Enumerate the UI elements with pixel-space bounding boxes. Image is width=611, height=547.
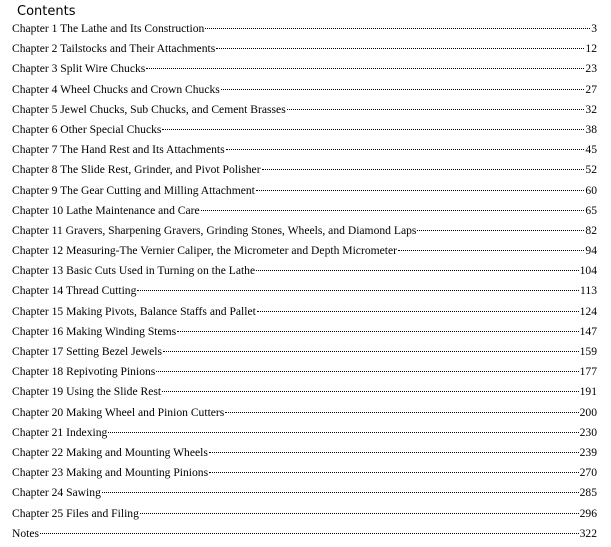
dot-leader	[177, 330, 578, 332]
toc-entry-title: Chapter 2 Tailstocks and Their Attachments	[12, 42, 216, 56]
toc-entry[interactable]	[12, 302, 597, 322]
dot-leader	[417, 229, 584, 231]
toc-entry-page-number: 285	[579, 486, 597, 500]
dot-leader	[262, 168, 585, 170]
toc-entry-title: Chapter 5 Jewel Chucks, Sub Chucks, and Cement Brasses	[12, 102, 286, 116]
toc-entry[interactable]	[12, 382, 597, 402]
toc-entry[interactable]	[12, 80, 597, 100]
toc-entry[interactable]	[12, 483, 597, 503]
dot-leader	[40, 532, 579, 534]
toc-entry-title: Chapter 10 Lathe Maintenance and Care	[12, 203, 200, 217]
toc-entry-page-number: 94	[585, 244, 597, 258]
toc-entry-title: Chapter 7 The Hand Rest and Its Attachments	[12, 143, 225, 157]
toc-entry-title: Chapter 3 Split Wire Chucks	[12, 62, 146, 76]
toc-entry[interactable]	[12, 221, 597, 241]
toc-entry-page-number: 177	[579, 365, 597, 379]
toc-entry[interactable]	[12, 403, 597, 423]
toc-entry-page-number: 239	[579, 445, 597, 459]
toc-entry[interactable]	[12, 463, 597, 483]
toc-entry[interactable]	[12, 140, 597, 160]
dot-leader	[256, 269, 578, 271]
dot-leader	[257, 310, 579, 312]
dot-leader	[256, 189, 585, 191]
toc-entry[interactable]	[12, 261, 597, 281]
toc-entry-title: Chapter 16 Making Winding Stems	[12, 324, 177, 338]
dot-leader	[209, 471, 578, 473]
toc-entry[interactable]	[12, 281, 597, 301]
toc-entry[interactable]	[12, 120, 597, 140]
toc-entry[interactable]	[12, 19, 597, 39]
toc-entry-title: Chapter 11 Gravers, Sharpening Gravers, Grinding Stones, Wheels, and Diamond Laps	[12, 223, 417, 237]
dot-leader	[205, 27, 590, 29]
toc-entry-title: Chapter 19 Using the Slide Rest	[12, 385, 162, 399]
toc-list	[12, 19, 597, 544]
toc-entry-title: Chapter 12 Measuring-The Vernier Caliper, the Micrometer and Depth Micrometer	[12, 244, 398, 258]
toc-entry[interactable]	[12, 100, 597, 120]
toc-entry[interactable]	[12, 362, 597, 382]
dot-leader	[156, 370, 578, 372]
toc-entry-page-number: 230	[579, 425, 597, 439]
toc-entry[interactable]	[12, 181, 597, 201]
toc-entry[interactable]	[12, 59, 597, 79]
dot-leader	[102, 491, 579, 493]
toc-entry-page-number: 52	[585, 163, 597, 177]
dot-leader	[140, 512, 579, 514]
toc-entry-page-number: 200	[579, 405, 597, 419]
toc-entry[interactable]	[12, 160, 597, 180]
dot-leader	[225, 411, 578, 413]
toc-entry-title: Chapter 1 The Lathe and Its Construction	[12, 22, 205, 35]
dot-leader	[398, 249, 584, 251]
dot-leader	[108, 431, 578, 433]
toc-entry-page-number: 191	[579, 385, 597, 399]
toc-entry-page-number: 60	[585, 183, 597, 197]
toc-entry-title: Chapter 6 Other Special Chucks	[12, 122, 162, 136]
dot-leader	[146, 67, 584, 69]
toc-entry-title: Chapter 14 Thread Cutting	[12, 284, 137, 298]
toc-entry[interactable]	[12, 322, 597, 342]
toc-entry-page-number: 12	[585, 42, 597, 56]
toc-entry-page-number: 147	[579, 324, 597, 338]
toc-entry-page-number: 159	[579, 345, 597, 358]
dot-leader	[287, 108, 585, 110]
toc-entry-title: Chapter 8 The Slide Rest, Grinder, and Pivot Polisher	[12, 163, 261, 177]
toc-entry[interactable]	[12, 201, 597, 221]
toc-entry[interactable]	[12, 524, 597, 544]
toc-entry-page-number: 27	[585, 82, 597, 96]
toc-entry-title: Chapter 23 Making and Mounting Pinions	[12, 466, 209, 480]
toc-entry-page-number: 45	[585, 143, 597, 157]
toc-entry-page-number: 82	[585, 223, 597, 237]
toc-entry-title: Chapter 9 The Gear Cutting and Milling Attachment	[12, 183, 255, 197]
toc-entry-title: Chapter 18 Repivoting Pinions	[12, 365, 156, 379]
toc-entry-title: Chapter 24 Sawing	[12, 486, 101, 500]
dot-leader	[216, 47, 584, 49]
toc-entry-page-number: 113	[580, 284, 597, 298]
toc-entry-title: Chapter 4 Wheel Chucks and Crown Chucks	[12, 82, 220, 96]
toc-entry[interactable]	[12, 443, 597, 463]
toc-entry-page-number: 270	[579, 466, 597, 480]
toc-entry-page-number: 124	[579, 304, 597, 318]
toc-entry-page-number: 322	[579, 526, 597, 540]
toc-entry-page-number: 32	[585, 102, 597, 116]
toc-heading: Contents	[17, 4, 76, 19]
dot-leader	[226, 148, 585, 150]
dot-leader	[209, 451, 579, 453]
toc-entry-title: Notes	[12, 526, 40, 540]
toc-entry-page-number: 104	[579, 264, 597, 278]
toc-entry-title: Chapter 22 Making and Mounting Wheels	[12, 445, 208, 459]
toc-entry-page-number: 296	[579, 506, 597, 520]
toc-entry-title: Chapter 17 Setting Bezel Jewels	[12, 345, 163, 358]
toc-entry-page-number: 3	[591, 22, 597, 35]
toc-entry-title: Chapter 13 Basic Cuts Used in Turning on the Lathe	[12, 264, 256, 278]
toc-entry[interactable]	[12, 423, 597, 443]
dot-leader	[137, 289, 579, 291]
toc-entry-title: Chapter 15 Making Pivots, Balance Staffs and Pallet	[12, 304, 256, 318]
dot-leader	[201, 209, 585, 211]
dot-leader	[162, 128, 584, 130]
dot-leader	[221, 88, 585, 90]
toc-entry[interactable]	[12, 39, 597, 59]
dot-leader	[163, 350, 579, 352]
toc-entry[interactable]	[12, 342, 597, 362]
toc-entry-page-number: 38	[585, 122, 597, 136]
toc-entry-title: Chapter 25 Files and Filing	[12, 506, 139, 520]
toc-entry[interactable]	[12, 504, 597, 524]
toc-entry-page-number: 65	[585, 203, 597, 217]
dot-leader	[162, 390, 579, 392]
toc-entry[interactable]	[12, 241, 597, 261]
toc-entry-title: Chapter 20 Making Wheel and Pinion Cutters	[12, 405, 225, 419]
toc-entry-page-number: 23	[585, 62, 597, 76]
toc-entry-title: Chapter 21 Indexing	[12, 425, 108, 439]
